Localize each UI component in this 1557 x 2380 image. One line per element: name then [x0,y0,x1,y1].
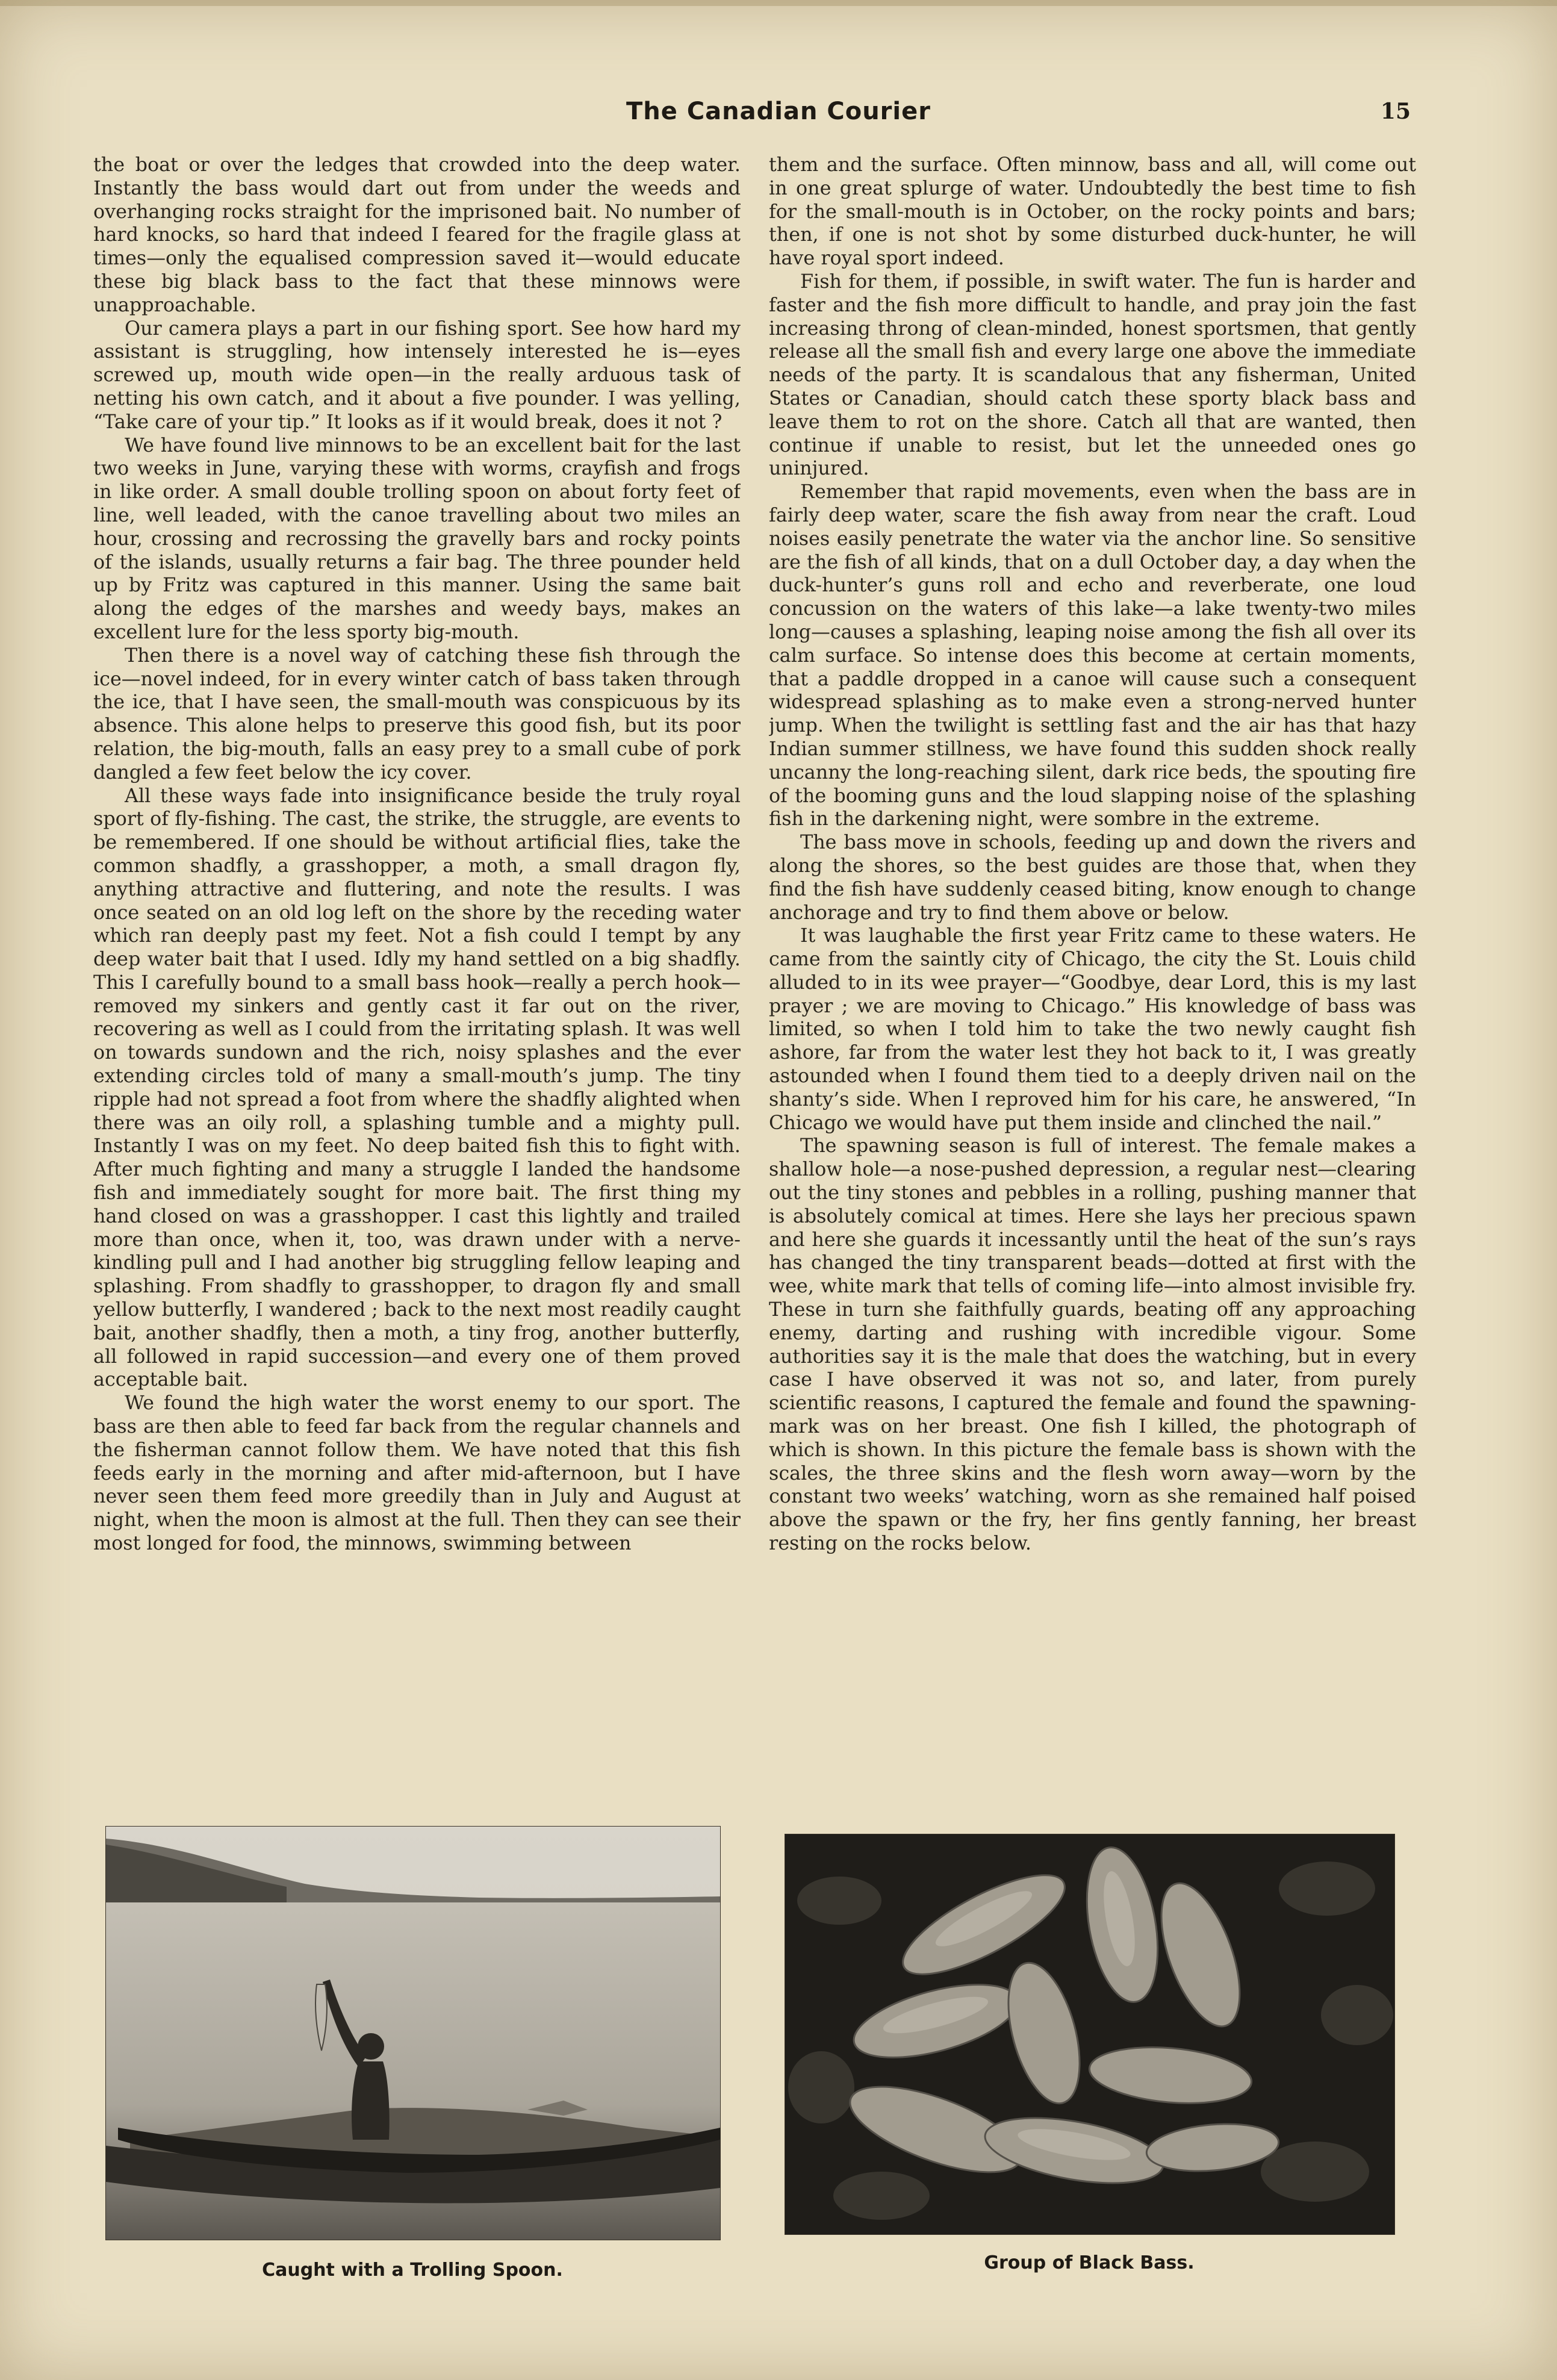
figure-caption-right: Group of Black Bass. [984,2252,1195,2273]
paragraph: Remember that rapid movements, even when the bass are in fairly deep water, scare the fish away from near the craft. Loud noises easily penetrate the water via the anchor line. So sensitive are the fish of all kinds, that on a dull October day, a day when the duck-hunter’s guns roll and echo and reverberate, one loud concussion on the waters of this lake—a lake twenty-two miles long—causes a splashing, leaping noise among the fish all over its calm surface. So intense does this become at certain moments, that a paddle dropped in a canoe will cause such a consequent widespread splashing as to make even a strong-nerved hunter jump. When the twilight is settling fast and the air has that hazy Indian summer stillness, we have found this sudden shock really uncanny the long-reaching silent, dark rice beds, the spouting fire of the booming guns and the loud slapping noise of the splashing fish in the darkening night, were sombre in the extreme. [769,481,1416,830]
paragraph: All these ways fade into insignificance beside the truly royal sport of fly-fishing. The cast, the strike, the struggle, are events to be remembered. If one should be without artificial flies, take the common shadfly, a grasshopper, a moth, a small dragon fly, anything attractive and fluttering, and note the results. I was once seated on an old log left on the shore by the receding water which ran deeply past my feet. Not a fish could I tempt by any deep water bait that I used. Idly my hand settled on a big shadfly. This I carefully bound to a small bass hook—really a perch hook—removed my sinkers and gently cast it far out on the river, recovering as well as I could from the irritating splash. It was well on towards sundown and the rich, noisy splashes and the ever extending circles told of many a small-mouth’s jump. The tiny ripple had not spread a foot from where the shadfly alighted when there was an oily roll, a splashing tumble and a mighty pull. Instantly I was on my feet. No deep baited fish this to fight with. After much fighting and many a struggle I landed the handsome fish and immediately sought for more bait. The first thing my hand closed on was a grasshopper. I cast this lightly and trailed more than once, when it, too, was drawn under with a nerve-kindling pull and I had another big struggling fellow leaping and splashing. From shadfly to grasshopper, to dragon fly and small yellow butterfly, I wandered ; back to the next most readily caught bait, another shadfly, then a moth, a tiny frog, another butterfly, all followed in rapid succession—and every one of them proved acceptable bait. [93,784,741,1391]
paragraph: them and the surface. Often minnow, bass and all, will come out in one great splurge of water. Undoubtedly the best time to fish for the small-mouth is in October, on the rocky points and bars; then, if one is not shot by some disturbed duck-hunter, he will have royal sport indeed. [769,154,1416,270]
paragraph: The bass move in schools, feeding up and down the rivers and along the shores, so the best guides are those that, when they find the fish have suddenly ceased biting, know enough to change anchorage and try to find them above or below. [769,831,1416,924]
right-text-column [769,154,1416,1801]
black-bass-photo [785,1834,1395,2235]
paragraph: We have found live minnows to be an excellent bait for the last two weeks in June, varying these with worms, crayfish and frogs in like order. A small double trolling spoon on about forty feet of line, well leaded, with the canoe travelling about two miles an hour, crossing and recrossing the gravelly bars and rocky points of the islands, usually returns a fair bag. The three pounder held up by Fritz was captured in this manner. Using the same bait along the edges of the marshes and weedy bays, makes an excellent lure for the less sporty big-mouth. [93,434,741,643]
left-text-column [93,154,741,1801]
page-number: 15 [1380,99,1411,124]
masthead-title: The Canadian Courier [626,98,931,125]
paragraph: Our camera plays a part in our fishing sport. See how hard my assistant is struggling, how intensely interested he is—eyes screwed up, mouth wide open—in the really arduous task of netting his own catch, and it about a five pounder. I was yelling, “Take care of your tip.” It looks as if it would break, does it not ? [93,317,741,433]
canoe-photo [105,1826,721,2240]
figure-caption-left: Caught with a Trolling Spoon. [262,2260,563,2281]
paragraph: Fish for them, if possible, in swift water. The fun is harder and faster and the fish more difficult to handle, and pray join the fast increasing throng of clean-minded, honest sportsmen, that gently release all the small fish and every large one above the immediate needs of the party. It is scandalous that any fisherman, United States or Canadian, should catch these sporty black bass and leave them to rot on the shore. Catch all that are wanted, then continue if unable to resist, but let the unneeded ones go uninjured. [769,270,1416,480]
black-bass-photo-image [785,1834,1394,2234]
page-header [0,98,1557,134]
paragraph: The spawning season is full of interest. The female makes a shallow hole—a nose-pushed depression, a regular nest—clearing out the tiny stones and pebbles in a rolling, pushing manner that is absolutely comical at times. Here she lays her precious spawn and here she guards it incessantly until the heat of the sun’s rays has changed the tiny transparent beads—dotted at first with the wee, white mark that tells of coming life—into almost invisible fry. These in turn she faithfully guards, beating off any approaching enemy, darting and rushing with incredible vigour. Some authorities say it is the male that does the watching, but in every case I have observed it was not so, and later, from purely scientific reasons, I captured the female and found the spawning-mark was on her breast. One fish I killed, the photograph of which is shown. In this picture the female bass is shown with the scales, the three skins and the flesh worn away—worn by the constant two weeks’ watching, worn as she remained half poised above the spawn or the fry, her fins gently fanning, her breast resting on the rocks below. [769,1135,1416,1555]
canoe-photo-image [106,1827,720,2240]
paragraph: Then there is a novel way of catching these fish through the ice—novel indeed, for in every winter catch of bass taken through the ice, that I have seen, the small-mouth was conspicuous by its absence. This alone helps to preserve this good fish, but its poor relation, the big-mouth, falls an easy prey to a small cube of pork dangled a few feet below the icy cover. [93,644,741,783]
paragraph: It was laughable the first year Fritz came to these waters. He came from the saintly city of Chicago, the city the St. Louis child alluded to in its wee prayer—“Goodbye, dear Lord, this is my last prayer ; we are moving to Chicago.” His knowledge of bass was limited, so when I told him to take the two newly caught fish ashore, far from the water lest they hot back to it, I was greatly astounded when I found them tied to a deeply driven nail on the shanty’s side. When I reproved him for his care, he answered, “In Chicago we would have put them inside and clinched the nail.” [769,924,1416,1134]
paragraph: We found the high water the worst enemy to our sport. The bass are then able to feed far back from the regular channels and the fisherman cannot follow them. We have noted that this fish feeds early in the morning and after mid-afternoon, but I have never seen them feed more greedily than in July and August at night, when the moon is almost at the full. Then they can see their most longed for food, the minnows, swimming between [93,1392,741,1555]
top-rule [0,0,1557,6]
paragraph: the boat or over the ledges that crowded into the deep water. Instantly the bass would dart out from under the weeds and overhanging rocks straight for the imprisoned bait. No number of hard knocks, so hard that indeed I feared for the fragile glass at times—only the equalised compression saved it—would educate these big black bass to the fact that these minnows were unapproachable. [93,154,741,316]
